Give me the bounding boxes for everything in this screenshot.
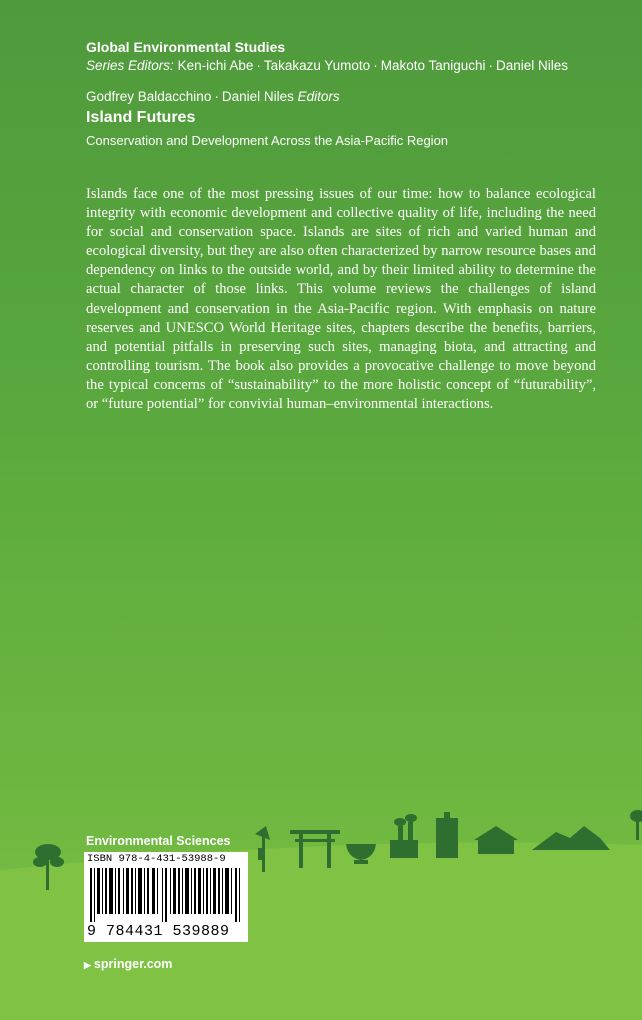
book-header (86, 88, 448, 151)
series-title: Global Environmental Studies (86, 39, 286, 55)
book-description: Islands face one of the most pressing issues of our time: how to balance ecological integrity with economic development and collective quality of life, including the need for social and conservation space. Islands are sites of rich and varied human and ecological diversity, but they are also often characterized by narrow resource bases and dependency on links to the outside world, and by their limited ability to determine the actual character of those links. This volume reviews the challenges of island development and conservation in the Asia-Pacific region. With emphasis on nature reserves and UNESCO World Heritage sites, chapters describe the benefits, barriers, and potential pitfalls in preserving such sites, managing biota, and attracting and controlling tourism. The book also provides a provocative challenge to move beyond the typical concerns of “sustainability” to the more holistic concept of “futurability”, or “future potential” for convivial human–environmental interactions. (86, 186, 596, 413)
publisher-url: springer.com (93, 957, 173, 971)
series-block (86, 38, 568, 76)
series-editor: Daniel Niles (496, 58, 569, 73)
book-title: Island Futures (86, 109, 196, 126)
book-editors-label: Editors (297, 89, 340, 104)
series-editor: Takakazu Yumoto (263, 58, 371, 73)
mountain-icon (532, 826, 610, 850)
series-editor: Ken-ichi Abe (177, 58, 254, 73)
isbn-text: ISBN 978-4-431-53988-9 (87, 853, 226, 865)
barcode-number: 9 784431 539889 (87, 923, 230, 940)
arrow-right-icon: ▶ (84, 960, 91, 970)
factory-icon (390, 814, 418, 858)
book-editor: Godfrey Baldacchino (86, 89, 212, 104)
barcode-bars (90, 868, 242, 922)
book-editors: Godfrey Baldacchino · Daniel Niles Editors (86, 89, 340, 104)
series-editors-label: Series Editors: (86, 58, 174, 73)
tree-icon (630, 810, 642, 840)
series-editors: Series Editors: Ken-ichi Abe · Takakazu Yumoto · Makoto Taniguchi · Daniel Niles (86, 58, 569, 73)
publisher-link[interactable] (84, 957, 172, 971)
book-subtitle: Conservation and Development Across the Asia-Pacific Region (86, 133, 449, 148)
book-editor: Daniel Niles (221, 89, 294, 104)
house-icon (474, 826, 518, 854)
isbn-barcode (84, 852, 248, 942)
subject-category: Environmental Sciences (86, 834, 231, 848)
series-editor: Makoto Taniguchi (380, 58, 486, 73)
building-icon (436, 812, 458, 858)
